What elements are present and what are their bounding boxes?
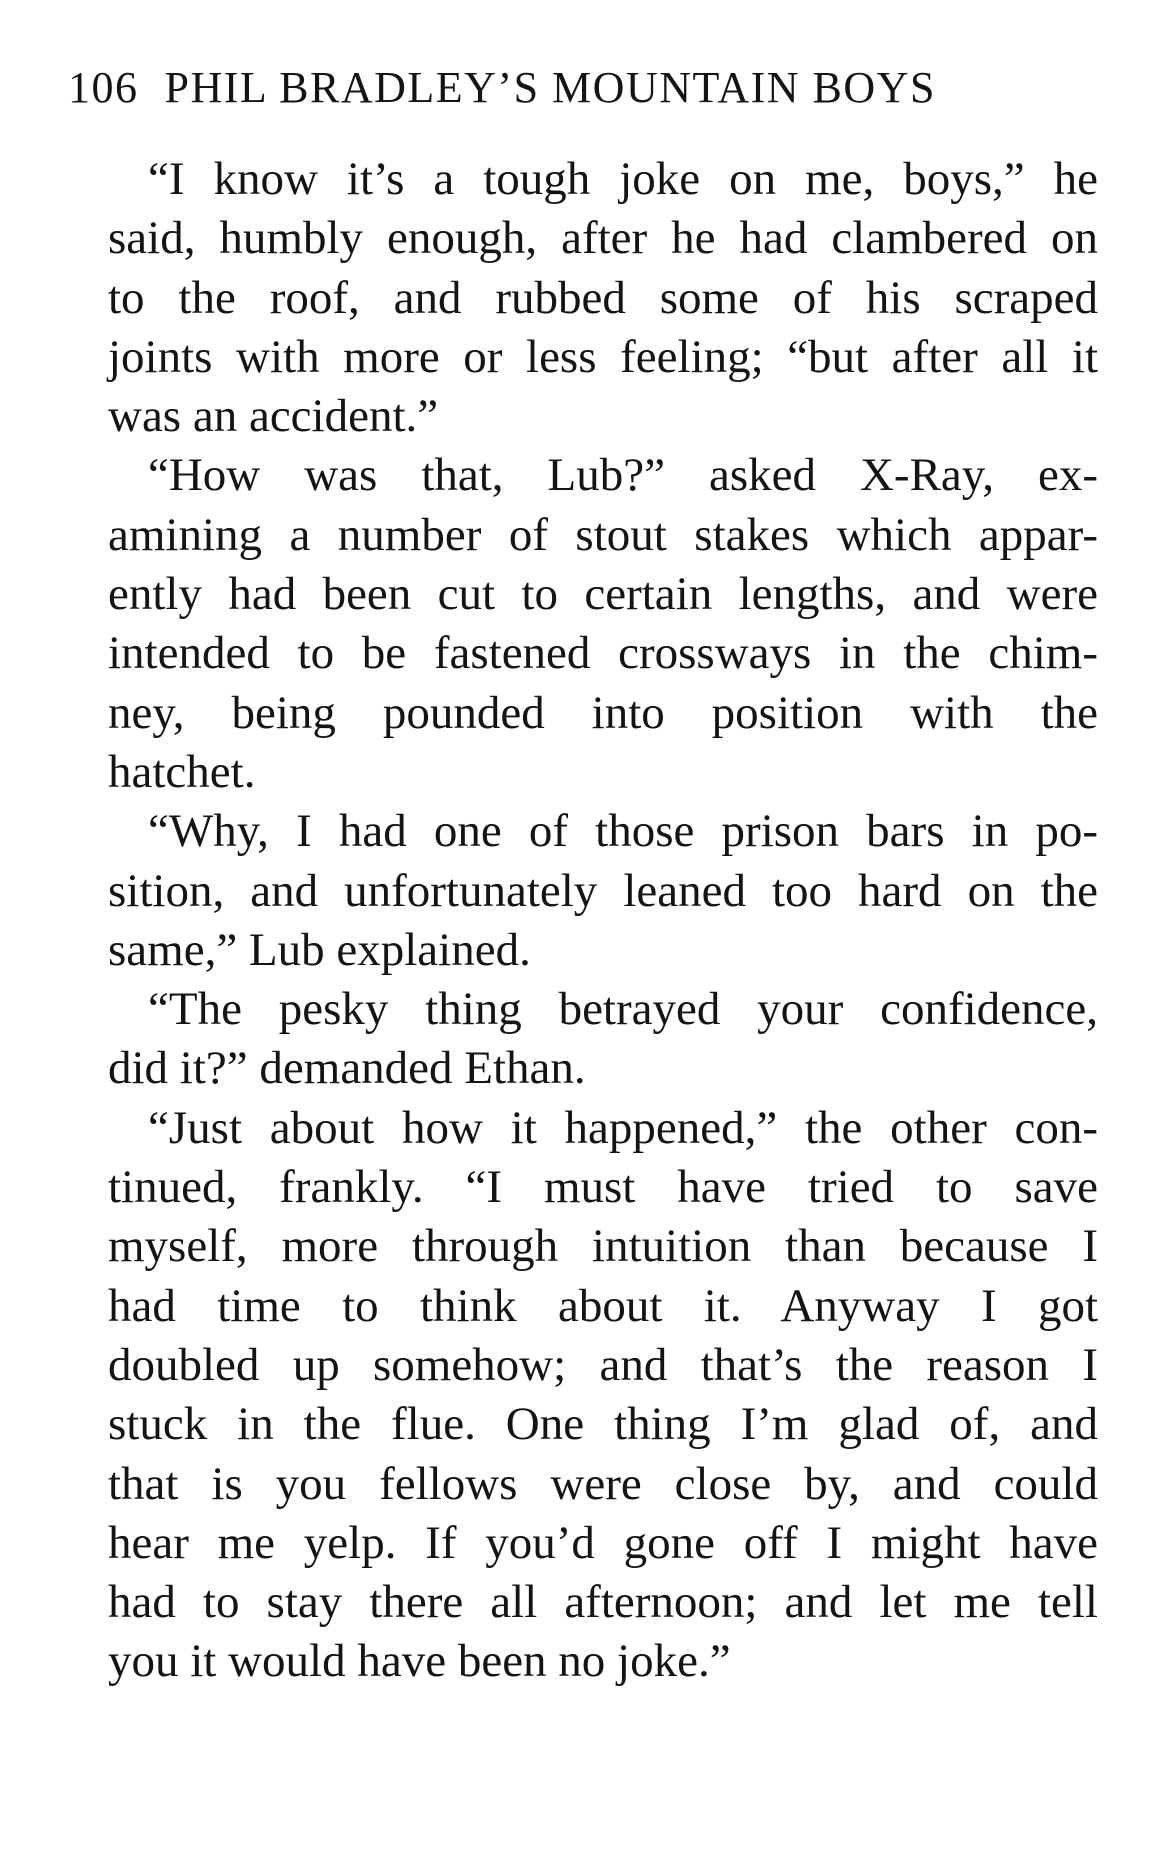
paragraph-5: [68, 1099, 1098, 1692]
text-line: intended to be fastened crossways in the chim-: [108, 627, 1098, 680]
text-line: you it would have been no joke.”: [108, 1635, 731, 1688]
body-text: [68, 150, 1098, 1692]
text-line: “How was that, Lub?” asked X-Ray, ex-: [148, 449, 1098, 502]
text-line: hatchet.: [108, 745, 256, 798]
text-line: tinued, frankly. “I must have tried to save: [108, 1161, 1098, 1214]
running-title: PHIL BRADLEY’S MOUNTAIN BOYS: [164, 63, 936, 112]
text-line: sition, and unfortunately leaned too hard on the: [108, 864, 1098, 917]
text-line: ently had been cut to certain lengths, and were: [108, 568, 1098, 621]
text-line: that is you fellows were close by, and could: [108, 1457, 1098, 1510]
text-line: had time to think about it. Anyway I got: [108, 1279, 1098, 1332]
text-line: hear me yelp. If you’d gone off I might have: [108, 1516, 1098, 1569]
paragraph-1: [68, 150, 1098, 446]
text-line: stuck in the flue. One thing I’m glad of, and: [108, 1398, 1098, 1451]
text-line: “I know it’s a tough joke on me, boys,” he: [148, 153, 1098, 205]
text-line: “Just about how it happened,” the other con-: [148, 1101, 1098, 1154]
paragraph-4: [68, 980, 1098, 1099]
text-line: “Why, I had one of those prison bars in po-: [148, 805, 1098, 858]
paragraph-2: [68, 446, 1098, 802]
text-line: ney, being pounded into position with the: [108, 686, 1098, 739]
paragraph-3: [68, 802, 1098, 980]
running-head: [68, 58, 1098, 118]
text-line: did it?” demanded Ethan.: [108, 1042, 586, 1095]
text-line: was an accident.”: [108, 390, 439, 443]
text-line: to the roof, and rubbed some of his scraped: [108, 271, 1098, 324]
text-line: amining a number of stout stakes which appar-: [108, 508, 1098, 561]
text-line: doubled up somehow; and that’s the reason I: [108, 1338, 1098, 1391]
text-line: had to stay there all afternoon; and let me tell: [108, 1576, 1098, 1629]
text-line: same,” Lub explained.: [108, 923, 531, 976]
page-number: 106: [68, 63, 139, 112]
text-line: said, humbly enough, after he had clambered on: [108, 212, 1098, 265]
text-line: myself, more through intuition than because I: [108, 1220, 1098, 1273]
text-line: “The pesky thing betrayed your confidence,: [148, 983, 1098, 1036]
text-line: joints with more or less feeling; “but after all it: [108, 330, 1098, 383]
